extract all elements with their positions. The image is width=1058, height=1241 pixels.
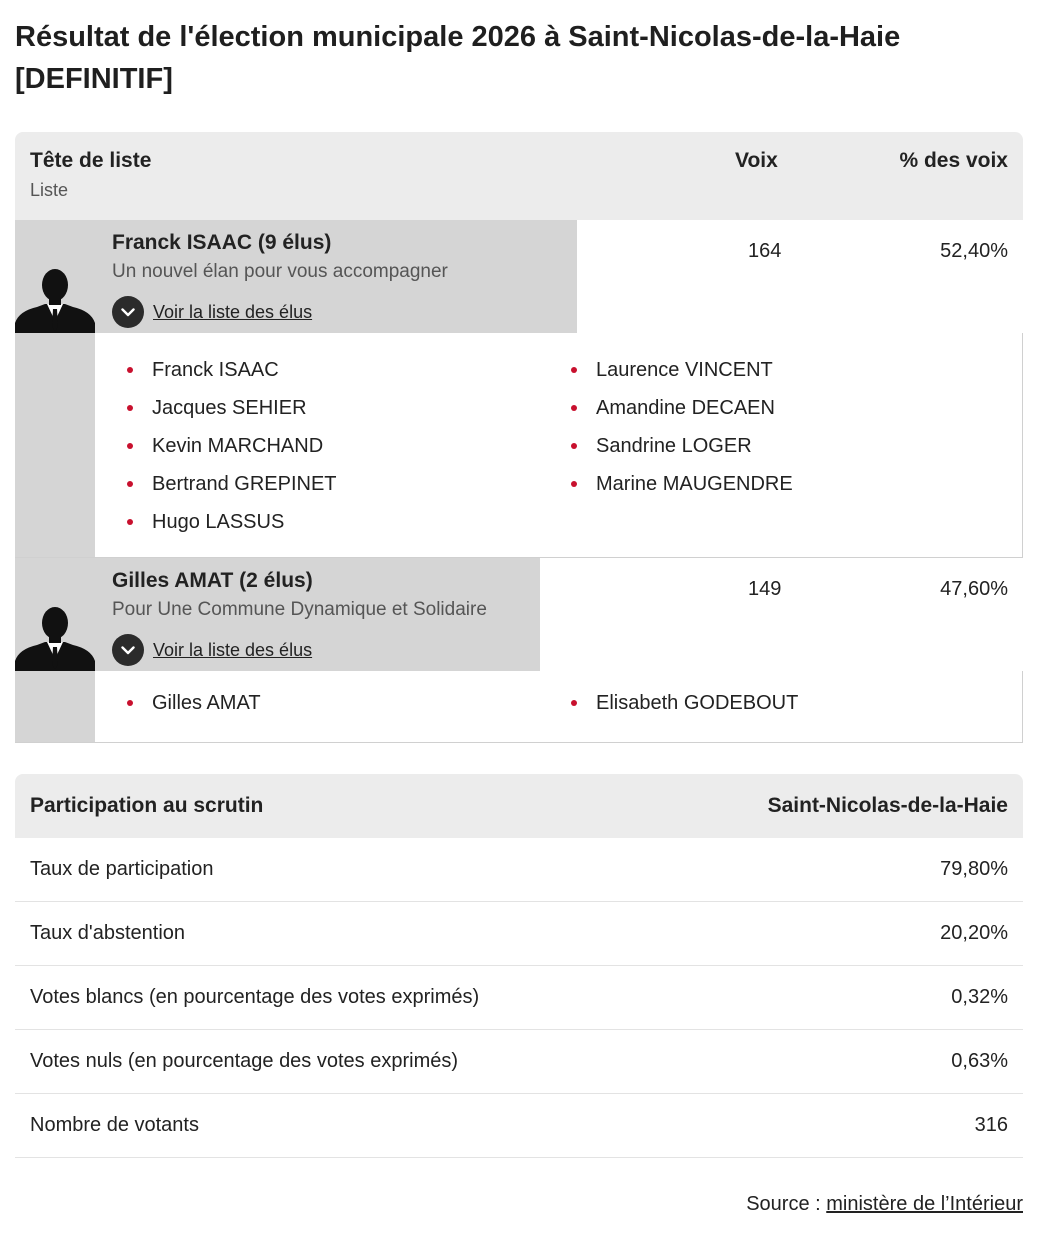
elected-member [539,465,1022,503]
elected-member-name: Gilles AMAT [152,691,261,714]
participation-header [15,774,1023,838]
elected-member-name: Sandrine LOGER [596,434,752,457]
header-pct-voix: % des voix [899,149,1008,172]
results-table [15,132,1023,743]
bullet-icon [127,519,133,525]
candidate-row [15,220,1023,333]
elected-member [539,351,1022,389]
elected-member [95,684,539,722]
candidate-name: Franck ISAAC (9 élus) [112,231,332,254]
toggle-elected-list-label[interactable]: Voir la liste des élus [153,639,313,660]
participation-row [15,838,1023,902]
bullet-icon [571,443,577,449]
elected-list-strip [15,333,95,557]
participation-label: Votes nuls (en pourcentage des votes exprimés) [30,1050,459,1072]
avatar [15,558,95,671]
person-silhouette-icon [15,253,95,333]
elected-member-name: Franck ISAAC [152,358,279,381]
header-liste: Liste [30,180,69,200]
elected-list [15,671,1023,743]
bullet-icon [127,405,133,411]
toggle-elected-list-button[interactable] [112,634,312,666]
bullet-icon [571,367,577,373]
elected-member [95,465,539,503]
elected-member [95,427,539,465]
elected-member [539,427,1022,465]
source-link[interactable]: ministère de l’Intérieur [826,1193,1023,1215]
bullet-icon [127,367,133,373]
chevron-down-icon [112,296,144,328]
elected-list-strip [15,671,95,742]
candidate-slogan: Un nouvel élan pour vous accompagner [112,261,448,282]
elected-member-name: Amandine DECAEN [596,396,775,419]
participation-value: 0,63% [951,1050,1008,1072]
bullet-icon [127,443,133,449]
elected-member [539,684,1022,722]
chevron-down-icon [112,634,144,666]
participation-value: 79,80% [940,858,1008,880]
toggle-elected-list-label[interactable]: Voir la liste des élus [153,301,313,322]
candidate-votes: 149 [748,578,782,600]
candidate-slogan: Pour Une Commune Dynamique et Solidaire [112,599,487,620]
elected-member [95,503,539,541]
elected-member [95,351,539,389]
participation-rows [15,838,1023,1158]
bullet-icon [127,481,133,487]
participation-value: 316 [974,1114,1008,1136]
elected-list [15,333,1023,558]
participation-row [15,902,1023,966]
source-prefix: Source : [746,1193,827,1215]
header-voix: Voix [735,149,778,172]
participation-row [15,1030,1023,1094]
candidate-votes: 164 [748,240,782,262]
candidate-block [15,558,1023,743]
participation-table [15,774,1023,1158]
avatar [15,220,95,333]
participation-label: Nombre de votants [30,1114,199,1136]
elected-member-name: Bertrand GREPINET [152,472,337,495]
participation-label: Taux de participation [30,858,214,880]
page-title: Résultat de l'élection municipale 2026 à Saint-Nicolas-de-la-Haie [DEFINITIF] [15,21,901,95]
elected-member-name: Marine MAUGENDRE [596,472,793,495]
elected-member-name: Elisabeth GODEBOUT [596,691,799,714]
elected-member [539,389,1022,427]
elected-grid [95,351,1022,541]
participation-value: 0,32% [951,986,1008,1008]
participation-label: Taux d'abstention [30,922,186,944]
bullet-icon [571,700,577,706]
candidate-pct: 47,60% [940,578,1008,600]
candidate-name: Gilles AMAT (2 élus) [112,569,313,592]
candidate-pct: 52,40% [940,240,1008,262]
elected-member [95,389,539,427]
results-header [15,132,1023,220]
participation-value: 20,20% [940,922,1008,944]
participation-row [15,966,1023,1030]
header-tete-de-liste: Tête de liste [30,149,152,172]
person-silhouette-icon [15,591,95,671]
bullet-icon [571,481,577,487]
participation-title: Participation au scrutin [30,794,264,817]
elected-member-name: Jacques SEHIER [152,396,307,419]
participation-label: Votes blancs (en pourcentage des votes exprimés) [30,986,480,1008]
candidate-row [15,558,1023,671]
bullet-icon [571,405,577,411]
candidate-block [15,220,1023,558]
elected-member-name: Kevin MARCHAND [152,434,324,457]
participation-place: Saint-Nicolas-de-la-Haie [767,794,1008,817]
elected-member-name: Laurence VINCENT [596,358,773,381]
source-note [746,1193,1023,1216]
toggle-elected-list-button[interactable] [112,296,312,328]
elected-member-name: Hugo LASSUS [152,510,285,533]
elected-grid [95,684,1022,722]
participation-row [15,1094,1023,1158]
bullet-icon [127,700,133,706]
